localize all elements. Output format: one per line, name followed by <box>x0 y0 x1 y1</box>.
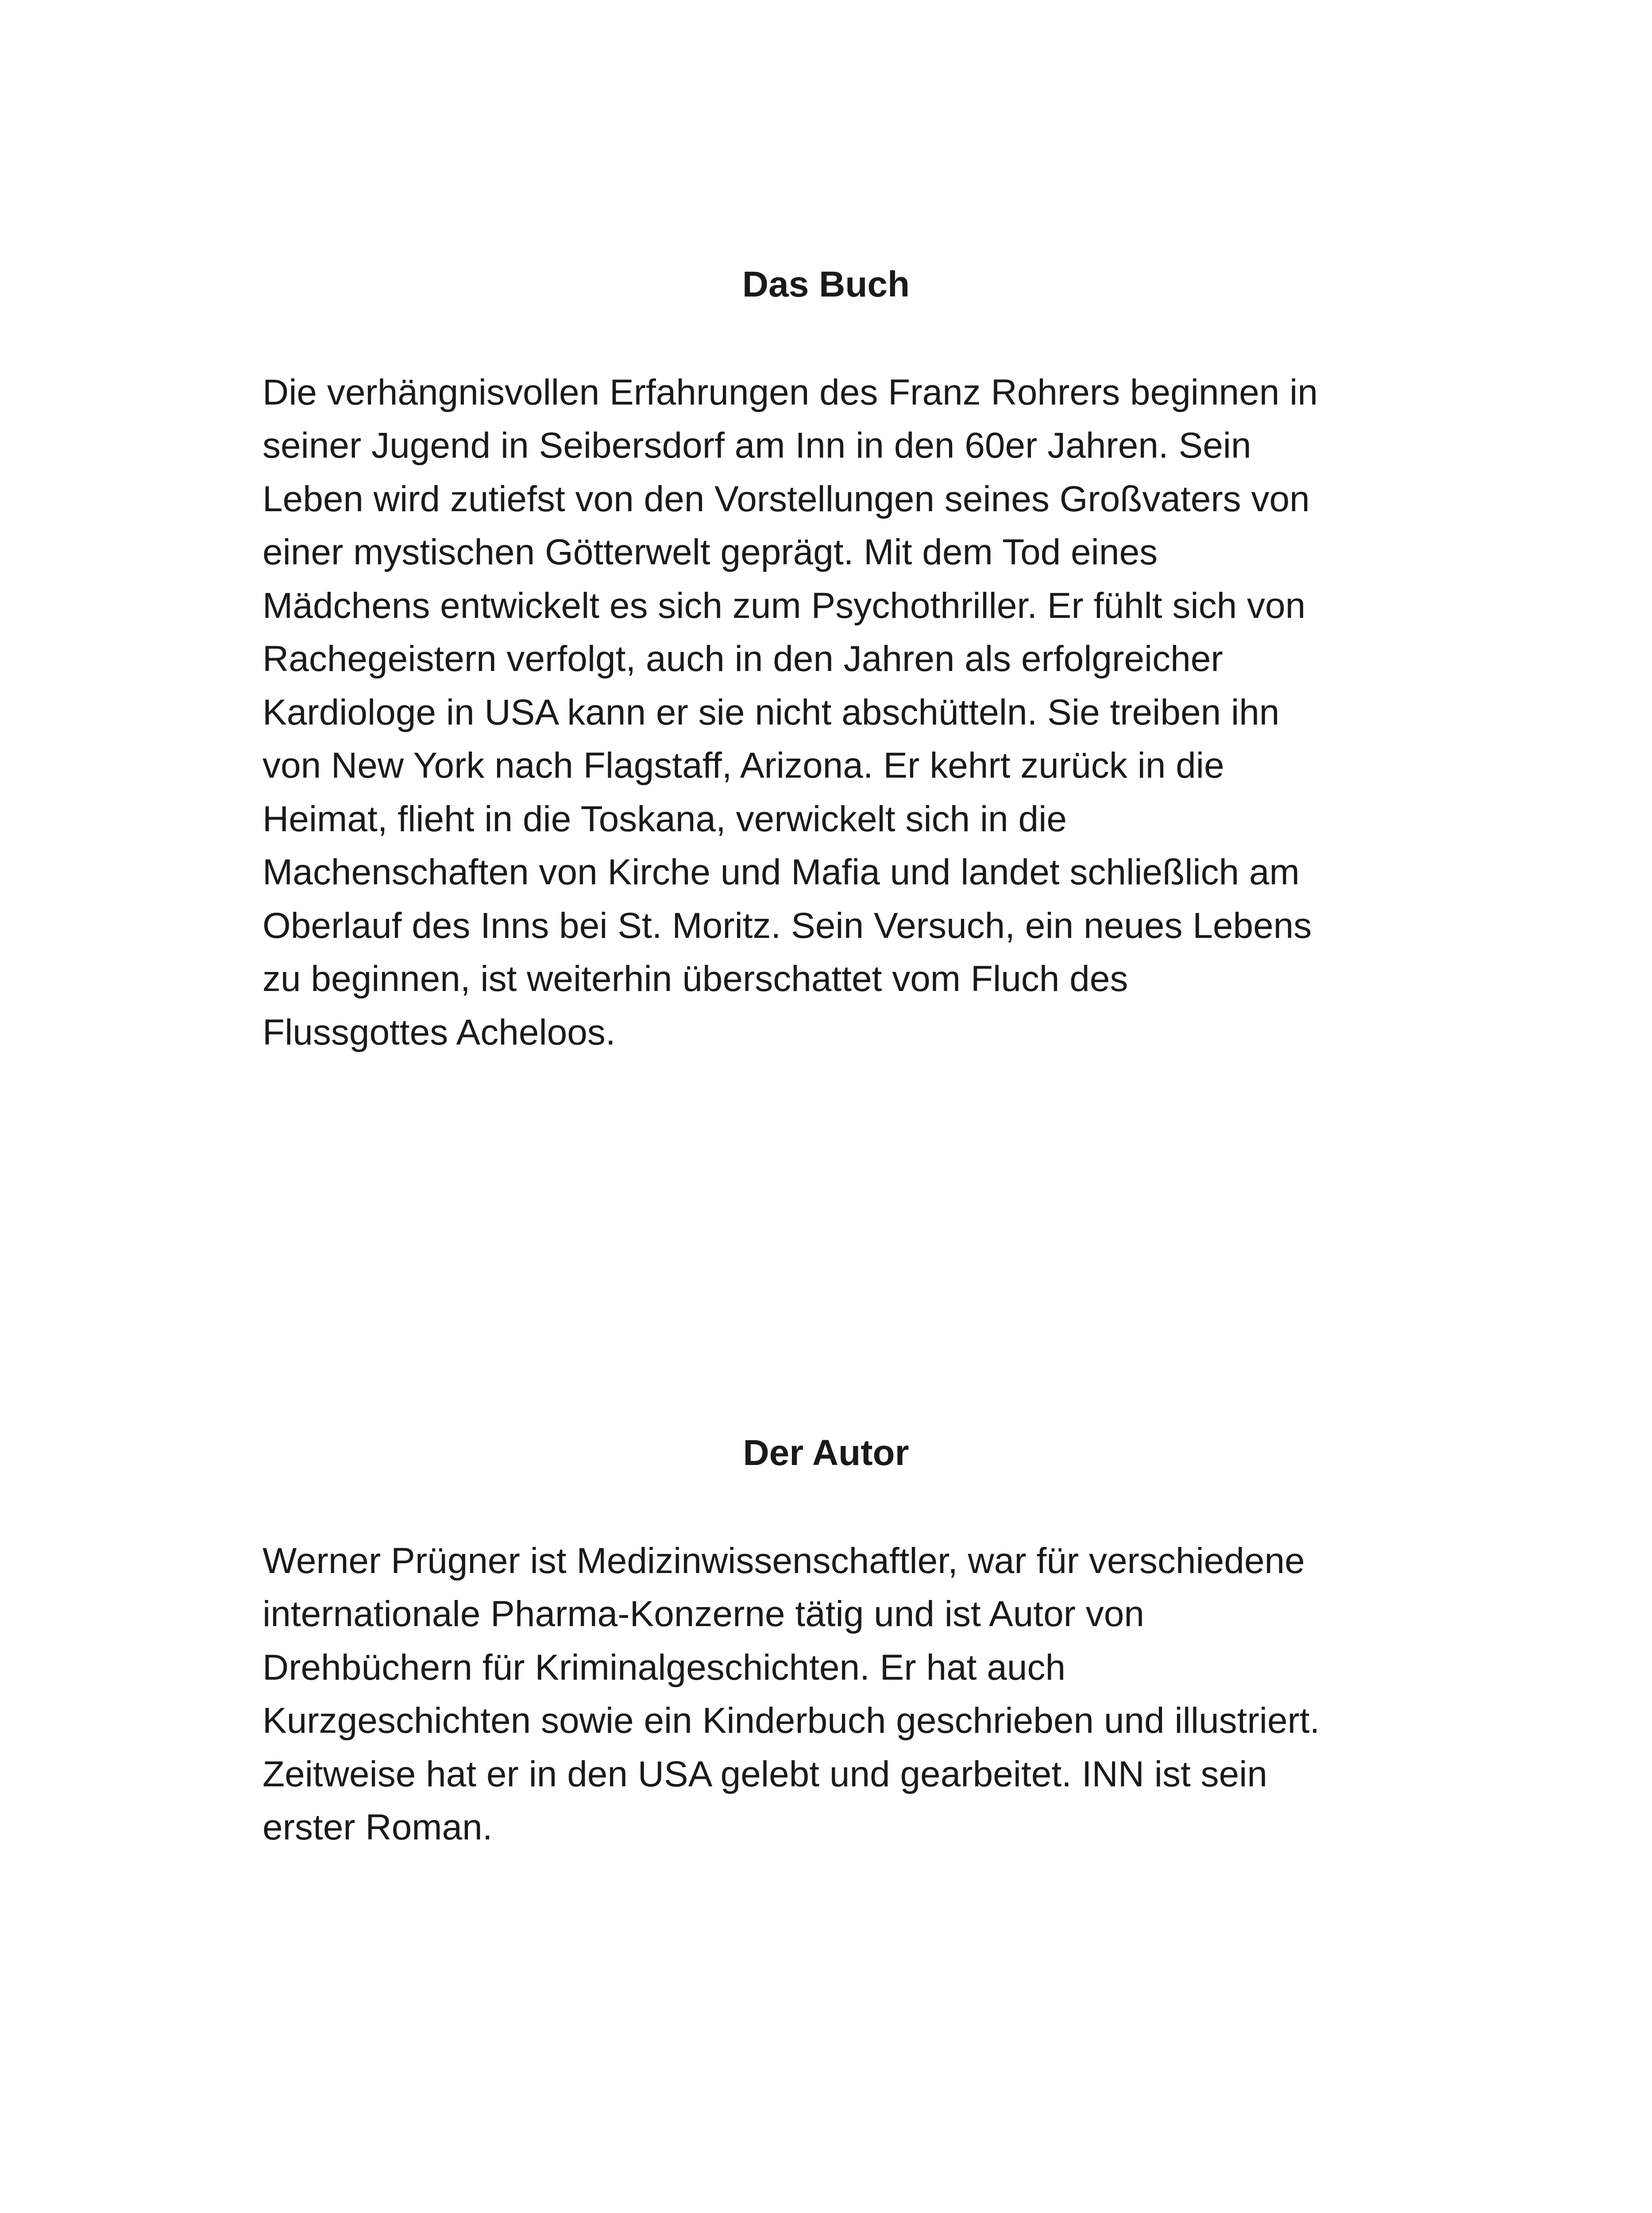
text-line: Drehbüchern für Kriminalgeschichten. Er hat auch <box>262 1647 1066 1688</box>
text-line: Kardiologe in USA kann er sie nicht abschütteln. Sie treiben ihn <box>262 692 1280 733</box>
text-line: seiner Jugend in Seibersdorf am Inn in den 60er Jahren. Sein <box>262 425 1251 466</box>
section-title-der-autor: Der Autor <box>743 1433 909 1473</box>
text-line: internationale Pharma-Konzerne tätig und ist Autor von <box>262 1594 1144 1634</box>
section-title-das-buch: Das Buch <box>742 264 910 305</box>
text-line: Werner Prügner ist Medizinwissenschaftler, war für verschiedene <box>262 1541 1305 1581</box>
text-line: Rachegeistern verfolgt, auch in den Jahren als erfolgreicher <box>262 639 1223 679</box>
text-line: zu beginnen, ist weiterhin überschattet vom Fluch des <box>262 959 1128 999</box>
text-line: einer mystischen Götterwelt geprägt. Mit dem Tod eines <box>262 532 1158 572</box>
text-line: Zeitweise hat er in den USA gelebt und gearbeitet. INN ist sein <box>262 1754 1267 1794</box>
text-line: Die verhängnisvollen Erfahrungen des Franz Rohrers beginnen in <box>262 372 1318 413</box>
text-line: Heimat, flieht in die Toskana, verwickelt sich in die <box>262 799 1067 839</box>
text-line: von New York nach Flagstaff, Arizona. Er kehrt zurück in die <box>262 745 1224 786</box>
text-line: erster Roman. <box>262 1807 493 1847</box>
text-line: Kurzgeschichten sowie ein Kinderbuch geschrieben und illustriert. <box>262 1700 1320 1741</box>
text-line: Mädchens entwickelt es sich zum Psychothriller. Er fühlt sich von <box>262 586 1306 626</box>
text-line: Machenschaften von Kirche und Mafia und landet schließlich am <box>262 852 1300 892</box>
text-line: Flussgottes Acheloos. <box>262 1012 616 1053</box>
text-line: Oberlauf des Inns bei St. Moritz. Sein Versuch, ein neues Lebens <box>262 906 1312 946</box>
text-line: Leben wird zutiefst von den Vorstellungen seines Großvaters von <box>262 479 1310 519</box>
